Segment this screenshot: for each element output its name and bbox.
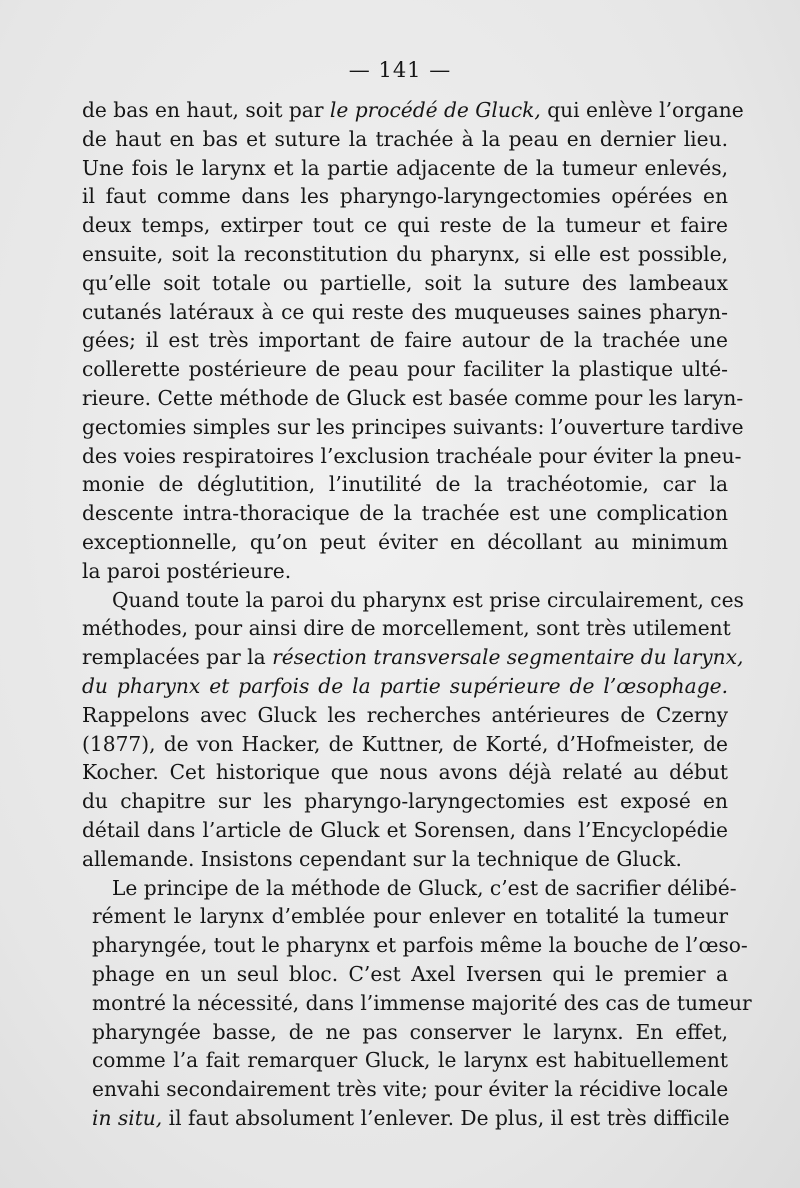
text-line bbox=[82, 528, 728, 557]
text-line bbox=[82, 326, 728, 355]
text-line bbox=[82, 499, 728, 528]
text-segment: Une fois le larynx et la partie adjacente de la tumeur enlevés, bbox=[82, 155, 728, 180]
text-segment: deux temps, extirper tout ce qui reste de la tumeur et faire bbox=[82, 213, 728, 238]
text-line bbox=[82, 614, 731, 643]
italic-text: le procédé de Gluck, bbox=[329, 98, 541, 122]
text-segment: pharyngée, tout le pharynx et parfois même la bouche de l’œso- bbox=[92, 933, 748, 958]
text-segment: gectomies simples sur les principes suivants: l’ouverture tardive bbox=[82, 414, 744, 439]
text-line bbox=[82, 557, 728, 586]
text-segment: Quand toute la paroi du pharynx est prise circulairement, ces bbox=[112, 587, 744, 612]
text-segment: envahi secondairement très vite; pour éviter la récidive locale bbox=[92, 1077, 729, 1102]
text-segment: cutanés latéraux à ce qui reste des muqueuses saines pharyn- bbox=[82, 299, 728, 324]
text-line bbox=[82, 1075, 728, 1104]
text-line bbox=[82, 816, 728, 845]
text-segment: phage en un seul bloc. C’est Axel Iversen qui le premier a bbox=[92, 961, 728, 986]
text-segment: remplacées par la bbox=[82, 645, 273, 670]
text-segment: gées; il est très important de faire autour de la trachée une bbox=[82, 328, 728, 353]
text-segment: de haut en bas et suture la trachée à la peau en dernier lieu. bbox=[82, 126, 728, 151]
text-segment: (1877), de von Hacker, de Kuttner, de Korté, d’Hofmeister, de bbox=[82, 731, 728, 756]
italic-text: in situ, bbox=[92, 1105, 163, 1130]
italic-text: résection transversale segmentaire du larynx, bbox=[272, 645, 744, 670]
body-text bbox=[82, 96, 752, 1133]
text-line bbox=[82, 874, 737, 903]
text-segment: de bas en haut, soit par bbox=[82, 98, 330, 122]
text-segment: qui enlève l’organe bbox=[540, 98, 744, 122]
text-segment: qu’elle soit totale ou partielle, soit la suture des lambeaux bbox=[82, 270, 728, 295]
text-line bbox=[82, 1018, 728, 1047]
text-line bbox=[82, 787, 728, 816]
text-line bbox=[82, 902, 728, 931]
text-line bbox=[82, 355, 728, 384]
text-line bbox=[82, 182, 728, 211]
text-segment: du chapitre sur les pharyngo-laryngectomies est exposé en bbox=[82, 789, 728, 814]
text-line bbox=[82, 672, 728, 701]
text-segment: montré la nécessité, dans l’immense majorité des cas de tumeur bbox=[92, 990, 752, 1015]
text-segment: comme l’a fait remarquer Gluck, le larynx est habituellement bbox=[92, 1048, 728, 1073]
page-number: — 141 — bbox=[348, 58, 452, 82]
text-segment: rément le larynx d’emblée pour enlever en totalité la tumeur bbox=[92, 904, 728, 929]
text-line bbox=[82, 240, 728, 269]
text-segment: collerette postérieure de peau pour faciliter la plastique ulté- bbox=[82, 357, 728, 382]
text-segment: ensuite, soit la reconstitution du pharynx, si elle est possible, bbox=[82, 241, 728, 266]
text-line bbox=[82, 845, 728, 874]
text-line bbox=[82, 758, 728, 787]
text-segment: allemande. Insistons cependant sur la technique de Gluck. bbox=[82, 846, 682, 871]
text-line bbox=[82, 442, 742, 471]
text-line bbox=[82, 730, 728, 759]
text-line bbox=[82, 211, 728, 240]
text-line bbox=[82, 1046, 728, 1075]
text-segment: méthodes, pour ainsi dire de morcellement, sont très utilement bbox=[82, 616, 731, 641]
italic-text: du pharynx et parfois de la partie supérieure de l’œsophage. bbox=[82, 673, 728, 698]
text-segment: pharyngée basse, de ne pas conserver le larynx. En effet, bbox=[92, 1019, 728, 1044]
text-line bbox=[82, 125, 728, 154]
text-line bbox=[82, 384, 744, 413]
text-line bbox=[82, 269, 728, 298]
text-segment: la paroi postérieure. bbox=[82, 558, 292, 583]
text-line bbox=[82, 643, 744, 672]
text-line bbox=[82, 701, 728, 730]
text-line bbox=[82, 960, 728, 989]
text-line bbox=[82, 154, 728, 183]
text-line bbox=[82, 931, 748, 960]
text-segment: il faut absolument l’enlever. De plus, il est très difficile bbox=[162, 1105, 730, 1130]
text-line bbox=[82, 989, 752, 1018]
text-segment: rieure. Cette méthode de Gluck est basée comme pour les laryn- bbox=[82, 385, 744, 410]
text-segment: Rappelons avec Gluck les recherches antérieures de Czerny bbox=[82, 702, 728, 727]
text-segment: il faut comme dans les pharyngo-laryngectomies opérées en bbox=[82, 184, 728, 209]
text-segment: monie de déglutition, l’inutilité de la trachéotomie, car la bbox=[82, 472, 728, 497]
text-segment: des voies respiratoires l’exclusion trachéale pour éviter la pneu- bbox=[82, 443, 742, 468]
text-line bbox=[82, 586, 744, 615]
text-segment: détail dans l’article de Gluck et Sorensen, dans l’Encyclopédie bbox=[82, 817, 728, 842]
text-line bbox=[82, 96, 744, 125]
text-segment: Kocher. Cet historique que nous avons déjà relaté au début bbox=[82, 760, 728, 785]
text-line bbox=[82, 470, 728, 499]
text-segment: exceptionnelle, qu’on peut éviter en décollant au minimum bbox=[82, 529, 728, 554]
text-segment: Le principe de la méthode de Gluck, c’est de sacrifier délibé- bbox=[112, 875, 737, 900]
text-segment: descente intra-thoracique de la trachée est une complication bbox=[82, 501, 728, 526]
text-line bbox=[82, 413, 744, 442]
text-line bbox=[82, 298, 728, 327]
text-line bbox=[82, 1104, 728, 1133]
